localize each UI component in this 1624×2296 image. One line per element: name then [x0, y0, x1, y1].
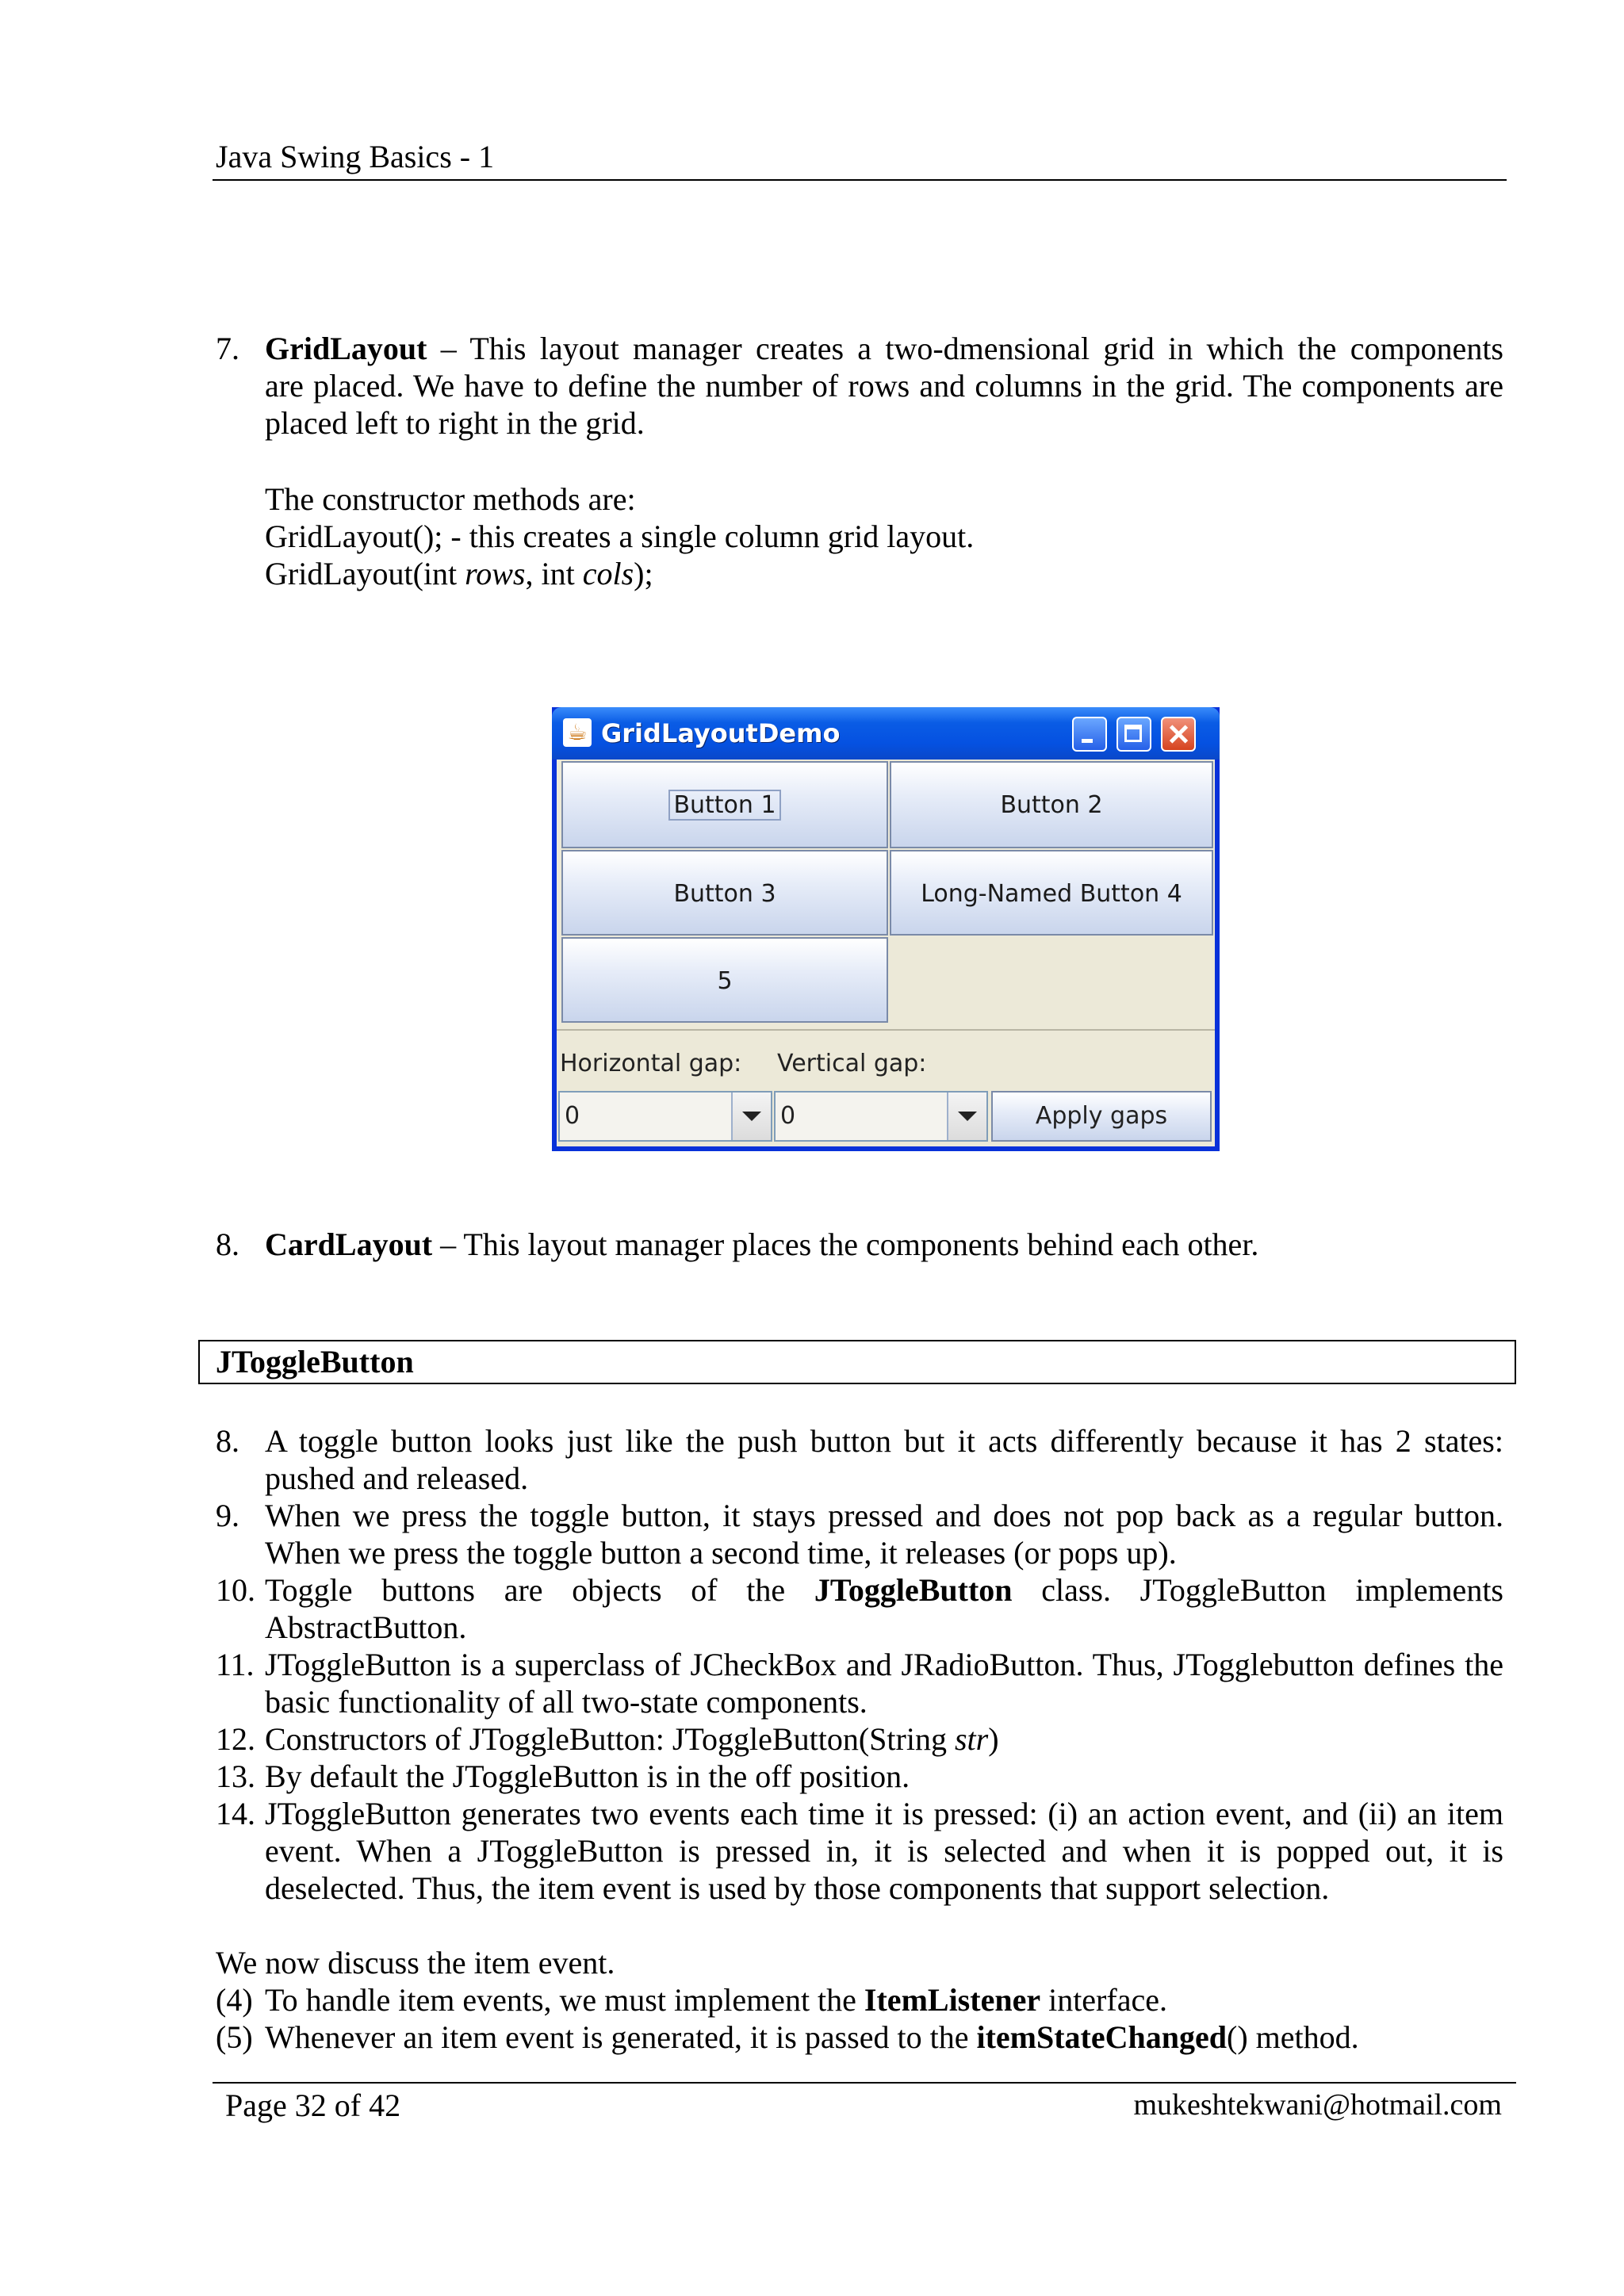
list-number: 11. [216, 1647, 255, 1682]
gridlayout-item [216, 330, 1503, 441]
gridlayout-term: GridLayout [265, 331, 427, 366]
button-1[interactable] [561, 761, 888, 848]
chevron-down-icon[interactable] [947, 1093, 986, 1140]
long-named-button-4[interactable]: Long-Named Button 4 [890, 850, 1213, 936]
section-heading-box [198, 1340, 1516, 1384]
cardlayout-text: – This layout manager places the components behind each other. [432, 1226, 1259, 1262]
list-item-text: JToggleButton generates two events each time it is pressed: (i) an action event, and (ii) an item event. When a JToggleButton is pressed in, it is selected and when it is popped out, it is deselected. Thus, the item event is used by those components that support selection. [265, 1796, 1503, 1906]
list-number: 8. [216, 1226, 239, 1262]
horizontal-gap-combo[interactable] [558, 1091, 772, 1142]
constructors-intro: The constructor methods are: [265, 481, 636, 517]
itemstatechanged-term: itemStateChanged [976, 2019, 1227, 2055]
minimize-button[interactable] [1072, 717, 1107, 752]
list-item-text: class. JToggleButton implements [1012, 1572, 1503, 1608]
window-titlebar[interactable] [552, 707, 1220, 760]
horizontal-gap-value: 0 [565, 1102, 580, 1130]
list-number: (5) [216, 2019, 253, 2055]
button-2[interactable]: Button 2 [890, 761, 1213, 848]
apply-gaps-button[interactable]: Apply gaps [991, 1091, 1212, 1142]
list-item-text: A toggle button looks just like the push button but it acts differently because it has 2 states: pushed and released. [265, 1423, 1503, 1496]
list-item-text: By default the JToggleButton is in the off position. [265, 1758, 910, 1794]
ctor-rows-cols [265, 555, 653, 592]
list-item-text: Toggle buttons are objects of the [265, 1572, 814, 1608]
list-item-text: Constructors of JToggleButton: JToggleButton(String [265, 1721, 955, 1757]
window-title: GridLayoutDemo [601, 718, 841, 748]
ctor2-mid: , int [525, 556, 583, 591]
list-item-text: interface. [1040, 1982, 1167, 2018]
chevron-down-icon[interactable] [731, 1093, 771, 1140]
page-number: Page 32 of 42 [225, 2087, 401, 2123]
list-item-text: To handle item events, we must implement the [265, 1982, 864, 2018]
list-item-text: When we press the toggle button, it stays pressed and does not pop back as a regular button. When we press the toggle button a second time, it releases (or pops up). [265, 1498, 1503, 1571]
list-item-text: Whenever an item event is generated, it is passed to the [265, 2019, 977, 2055]
close-button[interactable] [1161, 717, 1196, 752]
ctor2-prefix: GridLayout(int [265, 556, 465, 591]
footer-divider [213, 2082, 1516, 2084]
gridlayout-text-line1: – This layout manager creates a two-dmensional grid in which the components [427, 331, 1503, 366]
list-item-text: JToggleButton is a superclass of JCheckBox and JRadioButton. Thus, JTogglebutton defines the basic functionality of all two-state components. [265, 1647, 1503, 1720]
header-title: Java Swing Basics - 1 [216, 139, 495, 174]
ctor2-cols: cols [582, 556, 634, 591]
list-number: 10. [216, 1572, 255, 1608]
list-number: 13. [216, 1758, 255, 1794]
footer-email: mukeshtekwani@hotmail.com [1133, 2088, 1502, 2122]
ctor2-suffix: ); [634, 556, 653, 591]
ctor2-rows: rows [465, 556, 526, 591]
list-number: 12. [216, 1721, 255, 1757]
vertical-gap-value: 0 [780, 1102, 796, 1130]
java-cup-icon: ☕ [563, 718, 592, 747]
cardlayout-item [216, 1226, 1503, 1264]
item-event-intro: We now discuss the item event. [216, 1945, 615, 1980]
ctor-default: GridLayout(); - this creates a single column grid layout. [265, 519, 975, 554]
list-item-text: () method. [1227, 2019, 1359, 2055]
itemlistener-term: ItemListener [864, 1982, 1041, 2018]
list-number: (4) [216, 1982, 253, 2018]
separator [557, 1029, 1215, 1031]
button-5[interactable]: 5 [561, 937, 888, 1023]
cardlayout-term: CardLayout [265, 1226, 433, 1262]
vertical-gap-label: Vertical gap: [777, 1050, 927, 1077]
maximize-button[interactable] [1116, 717, 1151, 752]
list-number: 7. [216, 331, 239, 366]
gridlayout-text-rest: are placed. We have to define the number of rows and columns in the grid. The components are placed left to right in the grid. [265, 368, 1503, 441]
horizontal-gap-label: Horizontal gap: [560, 1050, 742, 1077]
section-title: JToggleButton [216, 1344, 414, 1380]
gridlayout-demo-window [552, 707, 1220, 1151]
window-content [557, 760, 1215, 1146]
list-item-text: AbstractButton. [265, 1609, 467, 1645]
list-number: 14. [216, 1796, 255, 1831]
jtogglebutton-term: JToggleButton [814, 1572, 1013, 1608]
list-number: 8. [216, 1423, 239, 1459]
list-number: 9. [216, 1498, 239, 1533]
page-header [213, 136, 1507, 181]
button-1-label: Button 1 [668, 790, 780, 821]
vertical-gap-combo[interactable] [774, 1091, 988, 1142]
str-param: str [954, 1721, 989, 1757]
list-item-text: ) [988, 1721, 999, 1757]
button-3[interactable]: Button 3 [561, 850, 888, 936]
